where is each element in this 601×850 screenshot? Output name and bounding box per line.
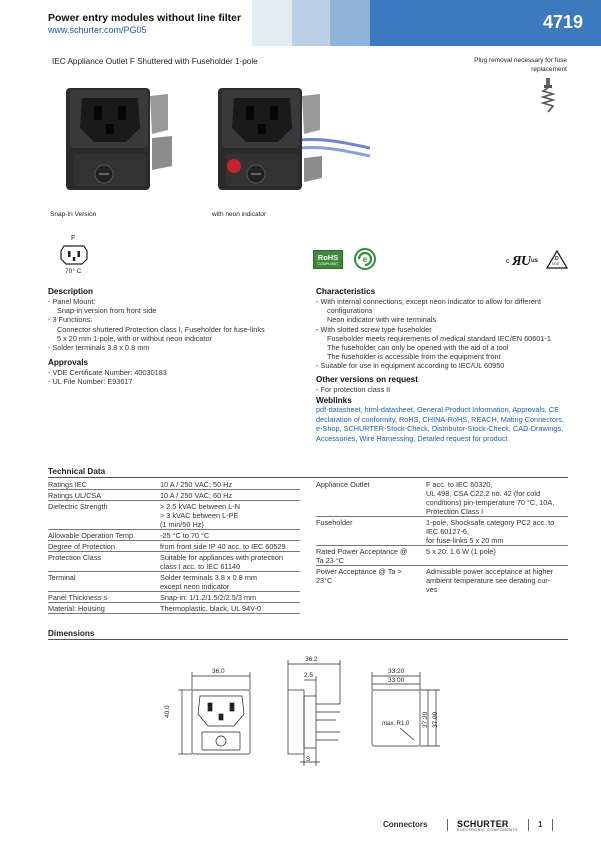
other-version-line: - For protection class II [316, 385, 391, 394]
dim-front-width: 36.0 [212, 668, 225, 675]
screwdriver-icon [540, 78, 556, 114]
table-row [48, 592, 300, 603]
fuse-letter: F [71, 235, 76, 242]
table-value: Admissible power acceptance at higher [426, 567, 553, 576]
technical-data-title: Technical Data [48, 467, 106, 476]
table-value: 10 A / 250 VAC; 60 Hz [160, 491, 233, 500]
footer-section: Connectors [383, 820, 428, 829]
china-rohs-icon [354, 248, 376, 270]
page-header [0, 0, 601, 46]
ul-mark: c Я U us [506, 254, 539, 268]
fuse-note-line2: replacement [531, 66, 567, 73]
dim-side-depth: 36.2 [305, 656, 318, 663]
table-value: Snap-in: 1/1.2/1.5/2/2.5/3 mm [160, 593, 257, 602]
table-key: 23°C [316, 576, 333, 585]
description-line: Snap-in version from front side [57, 306, 157, 316]
table-value: from front side IP 40 acc. to IEC 60529 [160, 542, 286, 551]
table-value: 5 x 20: 1.6 W (1 pole) [426, 547, 496, 556]
table-value: UL 498, CSA C22.2 no. 42 (for cold [426, 489, 541, 498]
table-key: Material: Housing [48, 604, 105, 613]
description-line: Connector shuttered Protection class I, Fuseholder for fuse-links [57, 324, 265, 334]
technical-data-left [48, 479, 300, 614]
approvals-body [48, 368, 167, 386]
schurter-logo-sub: ELECTRONIC COMPONENTS [457, 828, 519, 832]
characteristic-line: Fuseholder meets requirements of medical standard IEC/EN 60601-1 [327, 333, 551, 343]
characteristic-line: configurations [327, 306, 373, 316]
dimensions-title: Dimensions [48, 629, 95, 638]
table-row [48, 490, 300, 501]
table-key: Allowable Operation Temp. [48, 531, 136, 540]
dim-back-w2: 33.00 [388, 677, 405, 684]
product-group-link[interactable]: www.schurter.com/PG05 [48, 25, 147, 35]
table-row [48, 552, 300, 572]
table-key: Ta 23 °C [316, 556, 345, 565]
description-line: - 3 Functions: [48, 315, 93, 325]
table-value: 1-pole, Shocksafe category PC2 acc. to [426, 518, 555, 527]
table-key: Appliance Outlet [316, 480, 370, 489]
product-subtitle: IEC Appliance Outlet F Shuttered with Fuseholder 1-pole [52, 57, 258, 66]
footer-divider [447, 819, 448, 831]
characteristic-line: - Suitable for use in equipment according to IEC/UL 60950 [316, 361, 505, 371]
table-value: Suitable for appliances with protection [160, 553, 283, 562]
table-row [48, 530, 300, 541]
table-key: Ratings UL/CSA [48, 491, 102, 500]
description-line: - Solder terminals 3.8 x 0.8 mm [48, 343, 150, 353]
characteristic-line: - With internal connections, except neon indicator to allow for different [316, 297, 541, 306]
table-value: (1 min/50 Hz) [160, 520, 204, 529]
characteristic-line: Neon indicator with wire terminals [327, 315, 437, 325]
characteristic-line: The fuseholder can only be opened with the aid of a tool [327, 343, 509, 353]
table-value: Protection Class I [426, 507, 484, 516]
table-value: for fuse-links 5 x 20 mm [426, 536, 504, 545]
footer-divider [528, 819, 529, 831]
caption-neon: with neon indicator [212, 211, 267, 218]
other-versions-title: Other versions on request [316, 375, 418, 384]
table-key: Protection Class [48, 553, 102, 562]
table-value: 10 A / 250 VAC; 50 Hz [160, 480, 233, 489]
table-value: except neon indicator [160, 582, 230, 591]
table-value: class I acc. to IEC 61140 [160, 562, 241, 571]
approvals-title: Approvals [48, 358, 89, 367]
other-versions-body [316, 385, 390, 394]
table-key: Terminal [48, 573, 76, 582]
table-key: Rated Power Acceptance @ [316, 547, 408, 556]
rohs-badge: RoHS COMPLIANT [313, 250, 343, 269]
dim-side-s: S [306, 756, 311, 763]
dim-back-w1: 33.20 [388, 668, 405, 675]
table-row [316, 479, 568, 517]
table-value: IEC 60127-6, [426, 527, 469, 536]
characteristics-body [316, 297, 551, 371]
description-title: Description [48, 287, 94, 296]
schurter-logo: SCHURTER [457, 819, 509, 829]
table-value: conditions) pin-temperature 70 °C, 10A, [426, 498, 555, 507]
weblinks-title: Weblinks [316, 396, 352, 405]
table-value: F acc. to IEC 60320, [426, 480, 493, 489]
page-footer [0, 818, 601, 834]
table-value: ambient temperature see derating cur- [426, 576, 551, 585]
footer-divider [552, 819, 553, 831]
svg-text:Я: Я [512, 254, 522, 268]
table-value: -25 °C to 70 °C [160, 531, 210, 540]
table-value: > 2.5 kVAC between L-N [160, 502, 240, 511]
description-body [48, 297, 265, 352]
table-value: Solder terminals 3.8 x 0.8 mm [160, 573, 257, 582]
characteristic-line: - With slotted screw type fuseholder [316, 324, 432, 334]
table-key: Fuseholder [316, 518, 353, 527]
table-value: > 3 kVAC between L-PE [160, 511, 239, 520]
caption-snap-in: Snap-In Version [50, 211, 97, 218]
header-band-2 [292, 0, 330, 46]
outlet-f-icon [60, 245, 88, 265]
table-value: Thermoplastic, black, UL 94V-0 [160, 604, 262, 613]
table-key: Degree of Protection [48, 542, 115, 551]
svg-text:U: U [521, 254, 531, 268]
table-row [48, 572, 300, 592]
table-key: Power Acceptance @ Ta > [316, 567, 402, 576]
dim-front-height: 40.0 [164, 705, 171, 718]
table-key: Panel Thickness s [48, 593, 108, 602]
table-row [316, 517, 568, 546]
vde-mark: D VDE [546, 250, 568, 270]
approval-line: - VDE Certificate Number: 40030183 [48, 368, 167, 377]
approval-line: - UL File Number: E93617 [48, 377, 133, 387]
description-line: - Panel Mount: [48, 297, 96, 306]
header-band-1 [252, 0, 292, 46]
ul-logo-icon [511, 252, 531, 268]
page-title: Power entry modules without line filter [48, 12, 242, 24]
characteristic-line: The fuseholder is accessible from the equipment front [327, 352, 501, 362]
dim-side-small: 2.5 [304, 672, 314, 679]
table-row [48, 501, 300, 530]
table-row [316, 566, 568, 594]
table-key: Ratings IEC [48, 480, 87, 489]
dimensions-rule [48, 639, 568, 640]
svg-text:e: e [362, 255, 368, 264]
table-row [48, 541, 300, 552]
fuse-temp: 70° C [65, 268, 82, 275]
page-number: 1 [538, 820, 543, 829]
table-key: Dielectric Strength [48, 502, 108, 511]
dim-back-h1: 37.20 [422, 711, 429, 728]
weblinks-list[interactable]: pdf-datasheet, html-datasheet, General Product Information, Approvals, CE declaration of conformity, RoHS, CHINA-RoHS, REACH, Mating Connectors, e-Shop, SCHURTER-Stock-Check, Distributor-Stock-Check, CAD-Drawings, Accessories, Wire Harnessing, Detailed request for product [316, 405, 565, 443]
table-row [48, 479, 300, 490]
dim-back-h2: 37.00 [432, 711, 439, 728]
product-photo-neon [212, 78, 372, 198]
description-line: 5 x 20 mm 1-pole, with or without neon indicator [57, 333, 212, 343]
table-row [316, 546, 568, 566]
characteristics-title: Characteristics [316, 287, 376, 296]
product-photo-snap-in [60, 78, 180, 198]
technical-data-right [316, 479, 568, 594]
technical-data-rule [48, 477, 568, 478]
dim-back-radius: max. R1.0 [382, 721, 410, 727]
fuse-note [455, 56, 567, 74]
table-value: ves [426, 585, 438, 594]
header-band-3 [330, 0, 370, 46]
product-number: 4719 [542, 12, 583, 32]
fuse-note-line1: Plug removal necessary for fuse [474, 57, 567, 64]
table-row [48, 603, 300, 614]
